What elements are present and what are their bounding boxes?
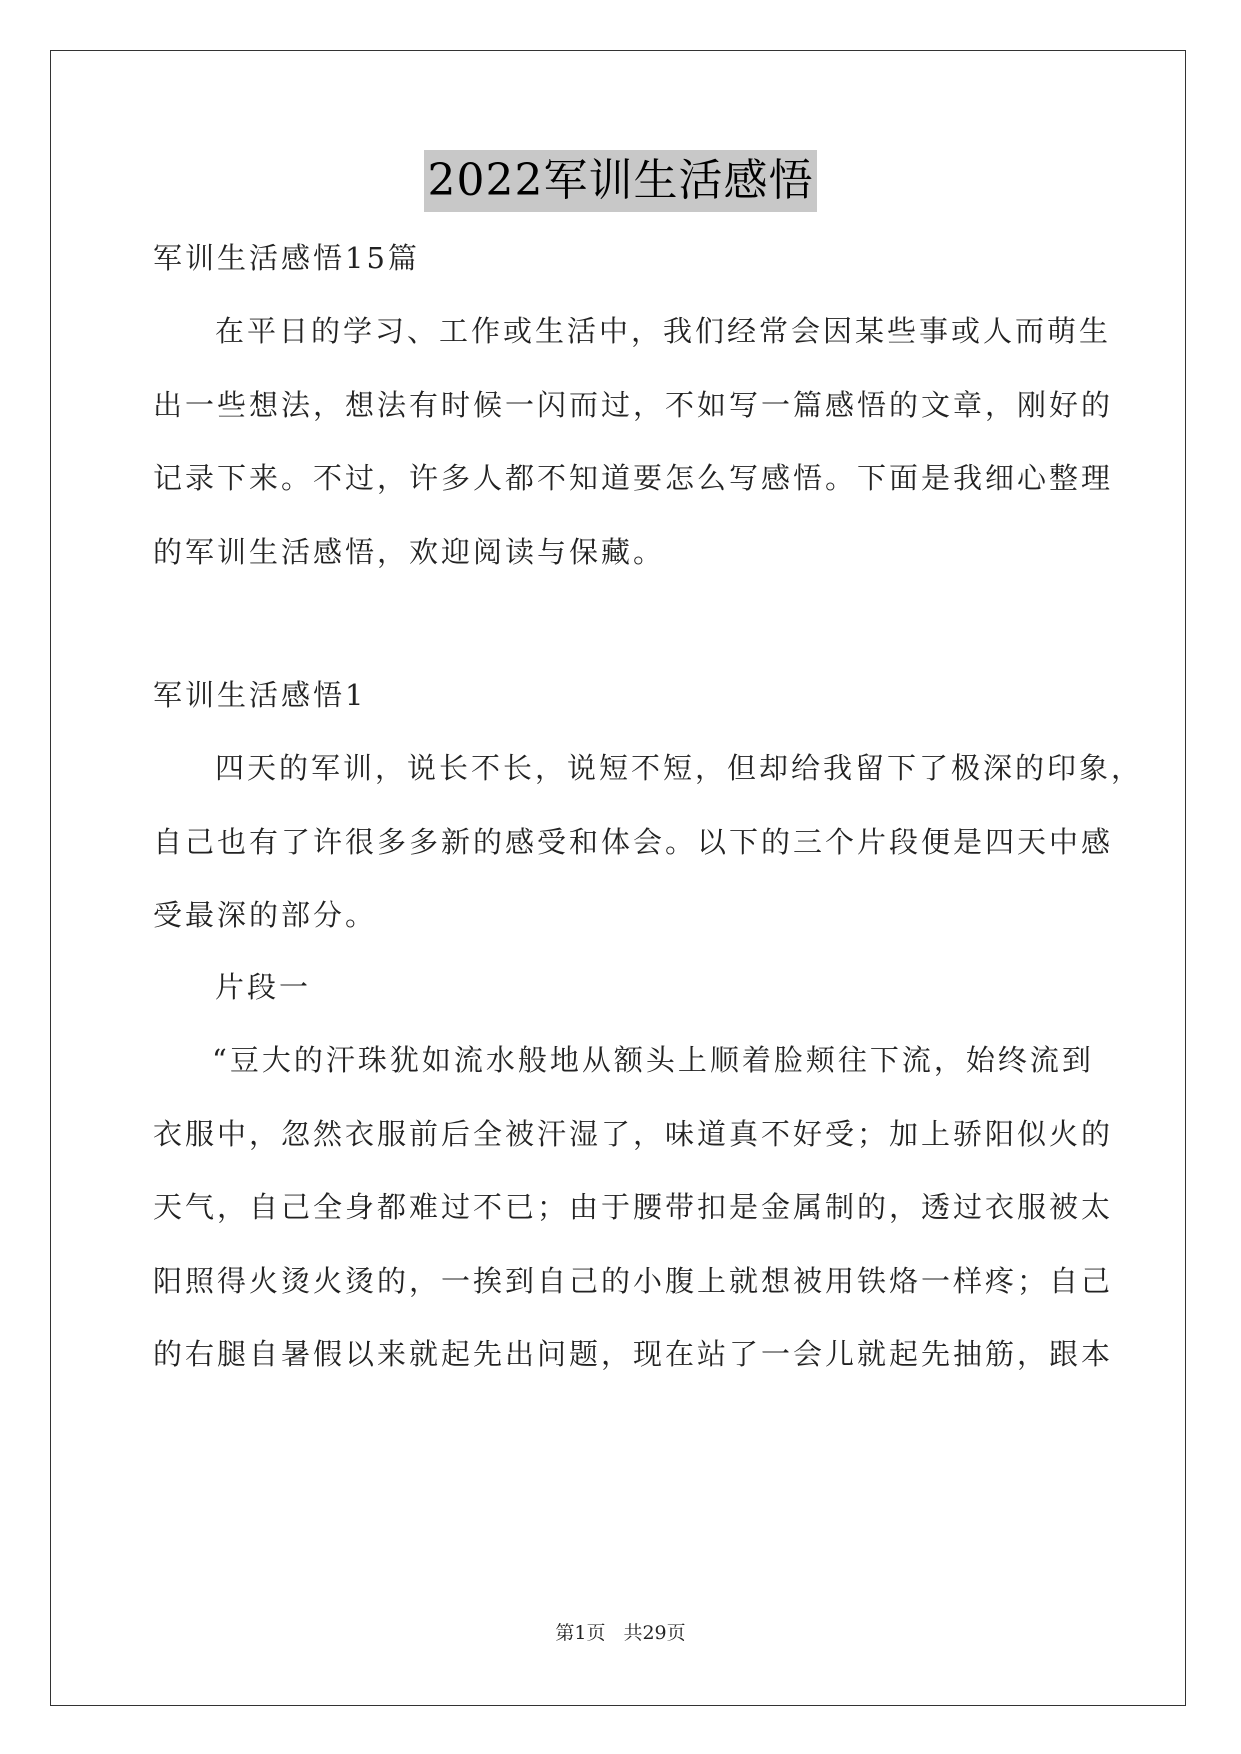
section-line-2: 自己也有了许很多多新的感受和体会。以下的三个片段便是四天中感 — [153, 825, 1114, 859]
page-total: 共29页 — [623, 1622, 686, 1644]
fragment-heading: 片段一 — [215, 970, 312, 1004]
section-line-1: 四天的军训，说长不长，说短不短，但却给我留下了极深的印象， — [215, 751, 1144, 785]
page-border — [50, 50, 1186, 1706]
document-subtitle: 军训生活感悟15篇 — [153, 241, 420, 275]
document-title: 2022军训生活感悟 — [424, 150, 818, 212]
fragment-line-4: 阳照得火烫火烫的，一挨到自己的小腹上就想被用铁烙一样疼；自己 — [153, 1264, 1114, 1298]
intro-line-2: 出一些想法，想法有时候一闪而过，不如写一篇感悟的文章，刚好的 — [153, 388, 1114, 422]
section-line-3: 受最深的部分。 — [153, 898, 378, 932]
page-number: 第1页 — [555, 1622, 606, 1644]
fragment-line-1: “豆大的汗珠犹如流水般地从额头上顺着脸颊往下流，始终流到 — [212, 1043, 1094, 1077]
fragment-line-3: 天气，自己全身都难过不已；由于腰带扣是金属制的，透过衣服被太 — [153, 1190, 1114, 1224]
intro-line-1: 在平日的学习、工作或生活中，我们经常会因某些事或人而萌生 — [215, 314, 1112, 348]
page-footer — [0, 1618, 1241, 1645]
fragment-line-5: 的右腿自暑假以来就起先出问题，现在站了一会儿就起先抽筋，跟本 — [153, 1337, 1114, 1371]
intro-line-3: 记录下来。不过，许多人都不知道要怎么写感悟。下面是我细心整理 — [153, 461, 1114, 495]
title-container — [0, 150, 1241, 212]
fragment-line-2: 衣服中，忽然衣服前后全被汗湿了，味道真不好受；加上骄阳似火的 — [153, 1117, 1114, 1151]
section-heading: 军训生活感悟1 — [153, 678, 367, 712]
intro-line-4: 的军训生活感悟，欢迎阅读与保藏。 — [153, 535, 666, 569]
